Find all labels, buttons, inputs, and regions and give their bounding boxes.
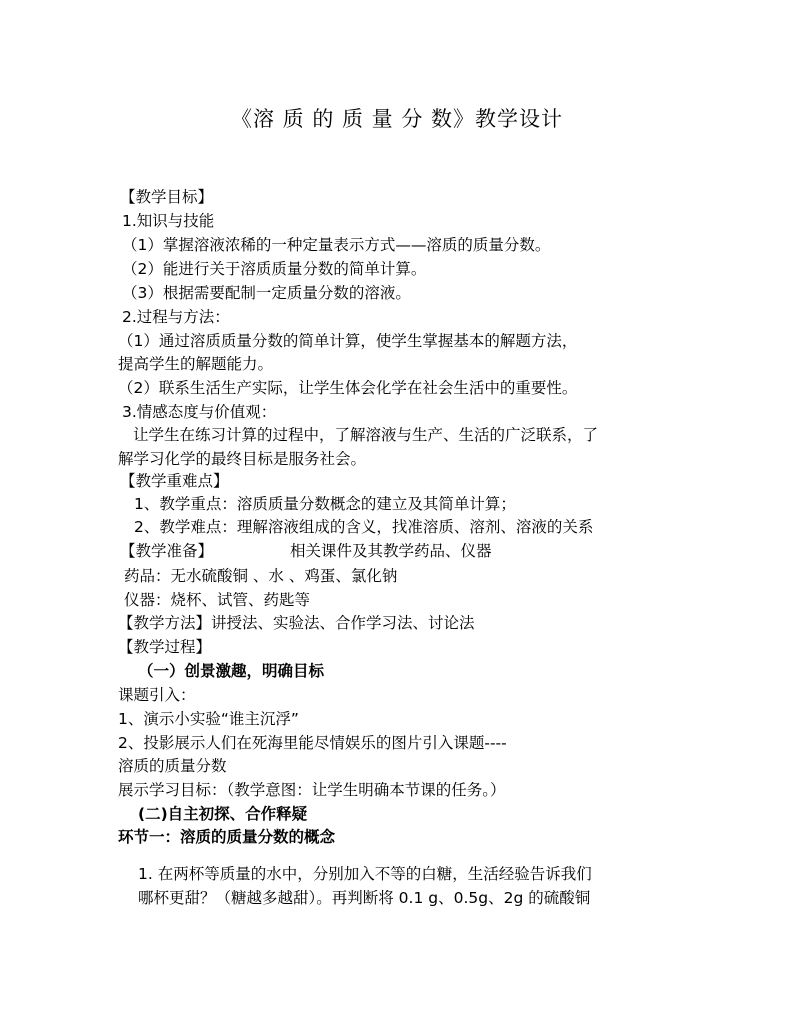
teaching-methods: 【教学方法】讲授法、实验法、合作学习法、讨论法 xyxy=(118,614,475,632)
process-item-1-line-1: （1）通过溶质质量分数的简单计算，使学生掌握基本的解题方法， xyxy=(118,332,578,350)
preparation-text: 相关课件及其教学药品、仪器 xyxy=(290,542,492,560)
attitude-line-1: 让学生在练习计算的过程中，了解溶液与生产、生活的广泛联系，了 xyxy=(133,426,599,444)
preparation-drugs: 药品：无水硫酸铜 、水 、鸡蛋、氯化钠 xyxy=(124,567,398,585)
knowledge-heading: 1.知识与技能 xyxy=(122,212,215,230)
process-section-heading: 【教学过程】 xyxy=(118,638,212,656)
process-heading: 2.过程与方法： xyxy=(122,308,230,326)
learning-goal: 展示学习目标：（教学意图：让学生明确本节课的任务。） xyxy=(118,781,506,799)
process-item-1-line-2: 提高学生的解题能力。 xyxy=(118,355,274,373)
question-1-line-1: 1. 在两杯等质量的水中，分别加入不等的白糖，生活经验告诉我们 xyxy=(138,865,592,883)
knowledge-item-3: （3）根据需要配制一定质量分数的溶液。 xyxy=(122,284,411,302)
process-item-2: （2）联系生活生产实际，让学生体会化学在社会生活中的重要性。 xyxy=(118,379,578,397)
process-part-1-heading: （一）创景激趣，明确目标 xyxy=(138,662,325,680)
question-1-line-2: 哪杯更甜？（糖越多越甜）。再判断将 0.1 g、0.5g、2g 的硫酸铜 xyxy=(138,889,591,907)
knowledge-item-1: （1）掌握溶液浓稀的一种定量表示方式——溶质的质量分数。 xyxy=(122,236,551,254)
preparation-instruments: 仪器：烧杯、试管、药匙等 xyxy=(124,591,311,609)
intro-step-1: 1、演示小实验“谁主沉浮” xyxy=(118,710,299,728)
intro-label: 课题引入： xyxy=(118,686,196,704)
link-1-heading: 环节一：溶质的质量分数的概念 xyxy=(118,828,336,846)
intro-step-2-continued: 溶质的质量分数 xyxy=(118,757,227,775)
difficulty-point: 2、教学难点：理解溶液组成的含义，找准溶质、溶剂、溶液的关系 xyxy=(134,518,594,536)
preparation-heading: 【教学准备】 xyxy=(120,542,214,560)
key-point: 1、教学重点：溶质质量分数概念的建立及其简单计算； xyxy=(134,495,516,513)
objectives-heading: 【教学目标】 xyxy=(120,188,214,206)
document-title: 《溶 质 的 质 量 分 数》教学设计 xyxy=(230,107,564,131)
attitude-heading: 3.情感态度与价值观： xyxy=(122,403,277,421)
attitude-line-2: 解学习化学的最终目标是服务社会。 xyxy=(118,450,367,468)
key-points-heading: 【教学重难点】 xyxy=(120,472,229,490)
intro-step-2: 2、投影展示人们在死海里能尽情娱乐的图片引入课题---- xyxy=(118,734,507,752)
process-part-2-heading: (二)自主初探、合作释疑 xyxy=(138,805,308,823)
knowledge-item-2: （2）能进行关于溶质质量分数的简单计算。 xyxy=(122,260,427,278)
